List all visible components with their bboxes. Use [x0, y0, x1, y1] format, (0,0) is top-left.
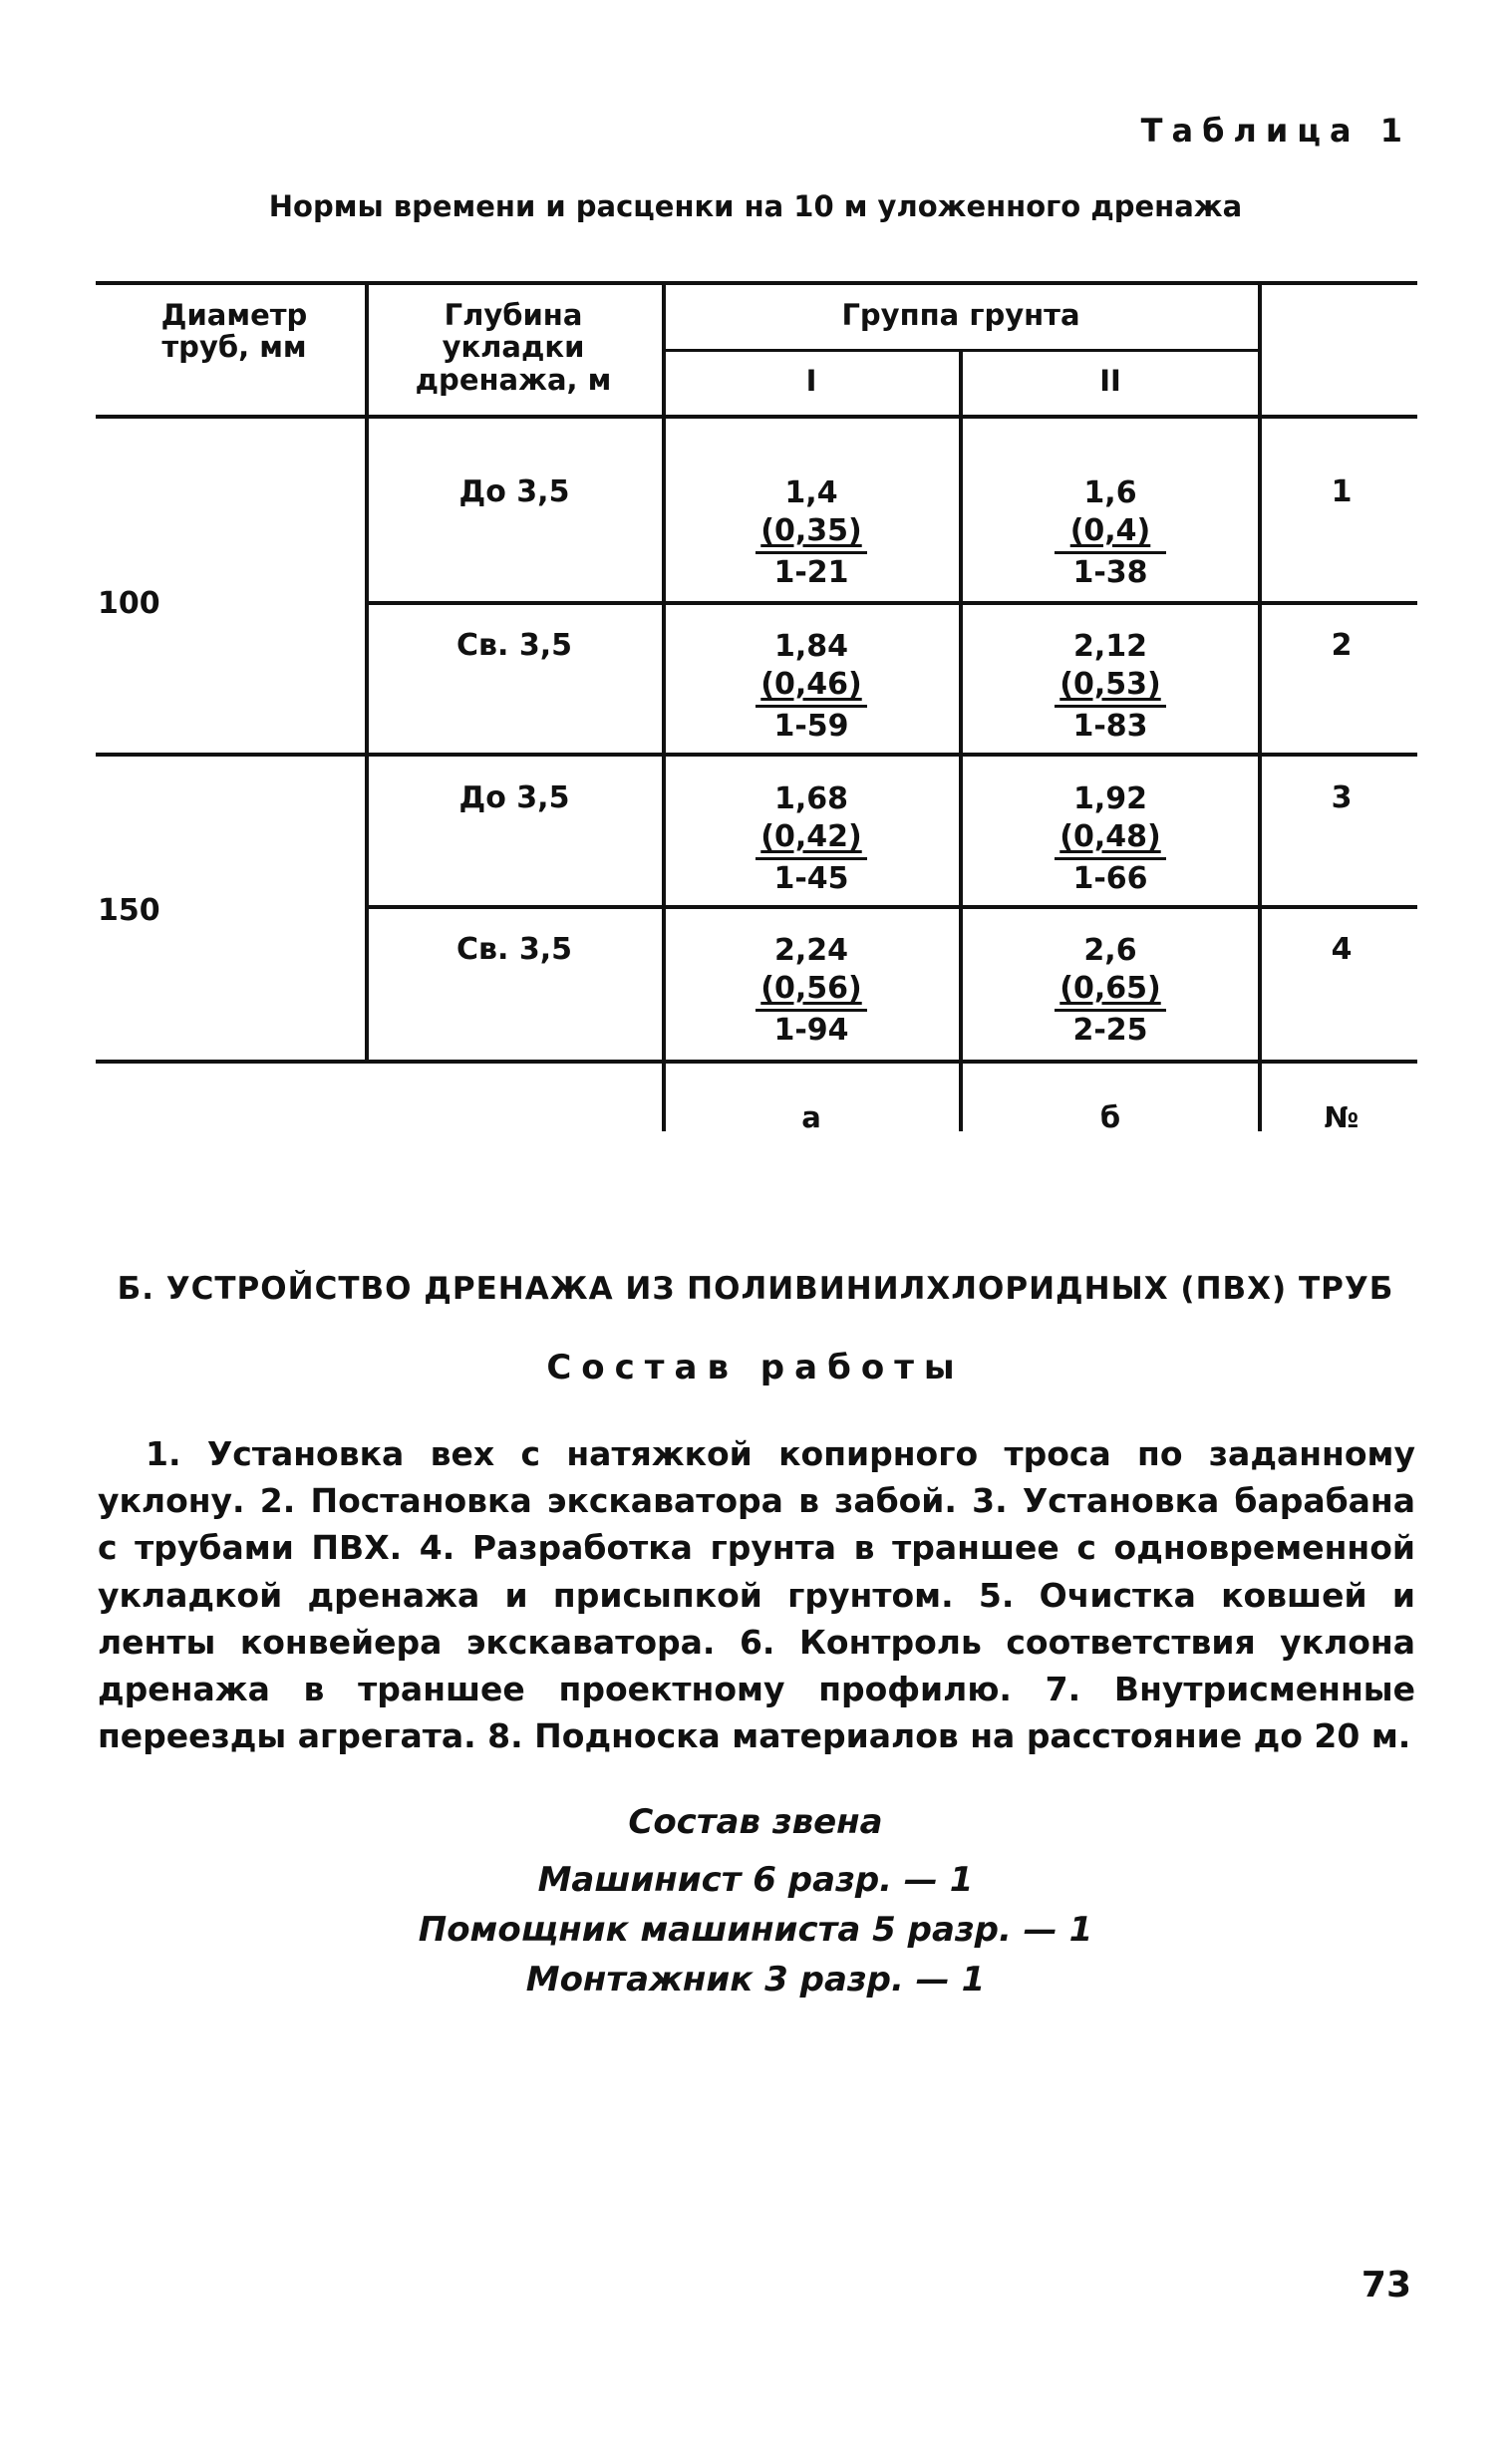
row-rule-2: [96, 753, 1417, 757]
price: 1-38: [1055, 551, 1165, 592]
value-row-3-group-I: [664, 780, 959, 898]
machinist-time: (0,42): [760, 818, 862, 854]
table-bottom-rule: [96, 1060, 1417, 1064]
work-description: [98, 1430, 1415, 1759]
time-norm: 1,4: [784, 475, 838, 510]
time-norm: 1,6: [1083, 475, 1137, 510]
value-row-4-group-II: [963, 932, 1258, 1050]
time-norm: 1,92: [1072, 781, 1148, 816]
footer-col-a: а: [801, 1100, 821, 1134]
price: 1-59: [756, 705, 866, 746]
crew-member-3: Монтажник 3 разр. — 1: [525, 1960, 986, 2000]
header-bottom-rule: [96, 415, 1417, 419]
footer-col-b: б: [1099, 1100, 1121, 1134]
header-depth: Глубина укладки дренажа, м: [415, 298, 612, 397]
value-row-2-group-I: [664, 628, 959, 746]
value-row-4-group-I: [664, 932, 959, 1050]
value-row-1-group-I: [664, 474, 959, 592]
row-number-4: 4: [1331, 932, 1353, 967]
machinist-time: (0,35): [760, 512, 862, 548]
crew-member-2: Помощник машиниста 5 разр. — 1: [418, 1910, 1093, 1950]
depth-row-1: До 3,5: [458, 474, 570, 509]
value-row-2-group-II: [963, 628, 1258, 746]
price: 1-83: [1055, 705, 1165, 746]
work-text: 1. Установка вех с натяжкой копирного троса по заданному уклону. 2. Постановка экскаватора в забой. 3. Установка барабана с трубами ПВХ. 4. Разработка грунта в траншее с одновременной укладкой дренажа и присыпкой грунтом. 5. Очистка ковшей и ленты конвейера экскаватора. 6. Контроль соответствия уклона дренажа в траншее проектному профилю. 7. Внутрисменные переезды агрегата. 8. Подноска материалов на расстояние до 20 м.: [98, 1434, 1415, 1756]
time-norm: 2,6: [1083, 933, 1137, 968]
machinist-time: (0,65): [1059, 970, 1161, 1006]
table-caption: Нормы времени и расценки на 10 м уложенного дренажа: [268, 189, 1243, 223]
value-row-3-group-II: [963, 780, 1258, 898]
table-number: Таблица 1: [1140, 112, 1411, 150]
diameter-100: 100: [98, 586, 160, 621]
depth-row-4: Св. 3,5: [456, 932, 572, 967]
crew-member-1: Машинист 6 разр. — 1: [537, 1860, 974, 1900]
depth-row-2: Св. 3,5: [456, 628, 572, 663]
col-rule-4: [1258, 281, 1262, 1131]
row-number-3: 3: [1331, 780, 1353, 815]
section-title: Б. УСТРОЙСТВО ДРЕНАЖА ИЗ ПОЛИВИНИЛХЛОРИДНЫХ (ПВХ) ТРУБ: [117, 1271, 1394, 1307]
diameter-150: 150: [98, 893, 160, 928]
header-diameter: Диаметр труб, мм: [160, 298, 308, 365]
crew-title: Состав звена: [628, 1802, 883, 1842]
row-number-2: 2: [1331, 628, 1353, 663]
price: 1-66: [1055, 857, 1165, 898]
machinist-time: (0,48): [1059, 818, 1161, 854]
row-number-1: 1: [1331, 474, 1353, 509]
work-title: Состав работы: [546, 1348, 965, 1387]
price: 1-45: [756, 857, 866, 898]
header-soil-group: Группа грунта: [841, 298, 1080, 332]
machinist-time: (0,56): [760, 970, 862, 1006]
machinist-time: (0,53): [1059, 666, 1161, 702]
time-norm: 1,68: [773, 781, 849, 816]
footer-col-num: №: [1324, 1100, 1360, 1134]
time-norm: 2,12: [1072, 629, 1148, 664]
price: 1-94: [756, 1009, 866, 1050]
price: 2-25: [1055, 1009, 1165, 1050]
table-top-rule: [96, 281, 1417, 285]
time-norm: 2,24: [773, 933, 849, 968]
time-norm: 1,84: [773, 629, 849, 664]
page-number: 73: [1360, 2265, 1411, 2306]
value-row-1-group-II: [963, 474, 1258, 592]
header-group-I: I: [805, 364, 817, 398]
depth-row-3: До 3,5: [458, 780, 570, 815]
price: 1-21: [756, 551, 866, 592]
machinist-time: (0,4): [1069, 512, 1151, 548]
header-group-II: II: [1099, 364, 1121, 398]
machinist-time: (0,46): [760, 666, 862, 702]
